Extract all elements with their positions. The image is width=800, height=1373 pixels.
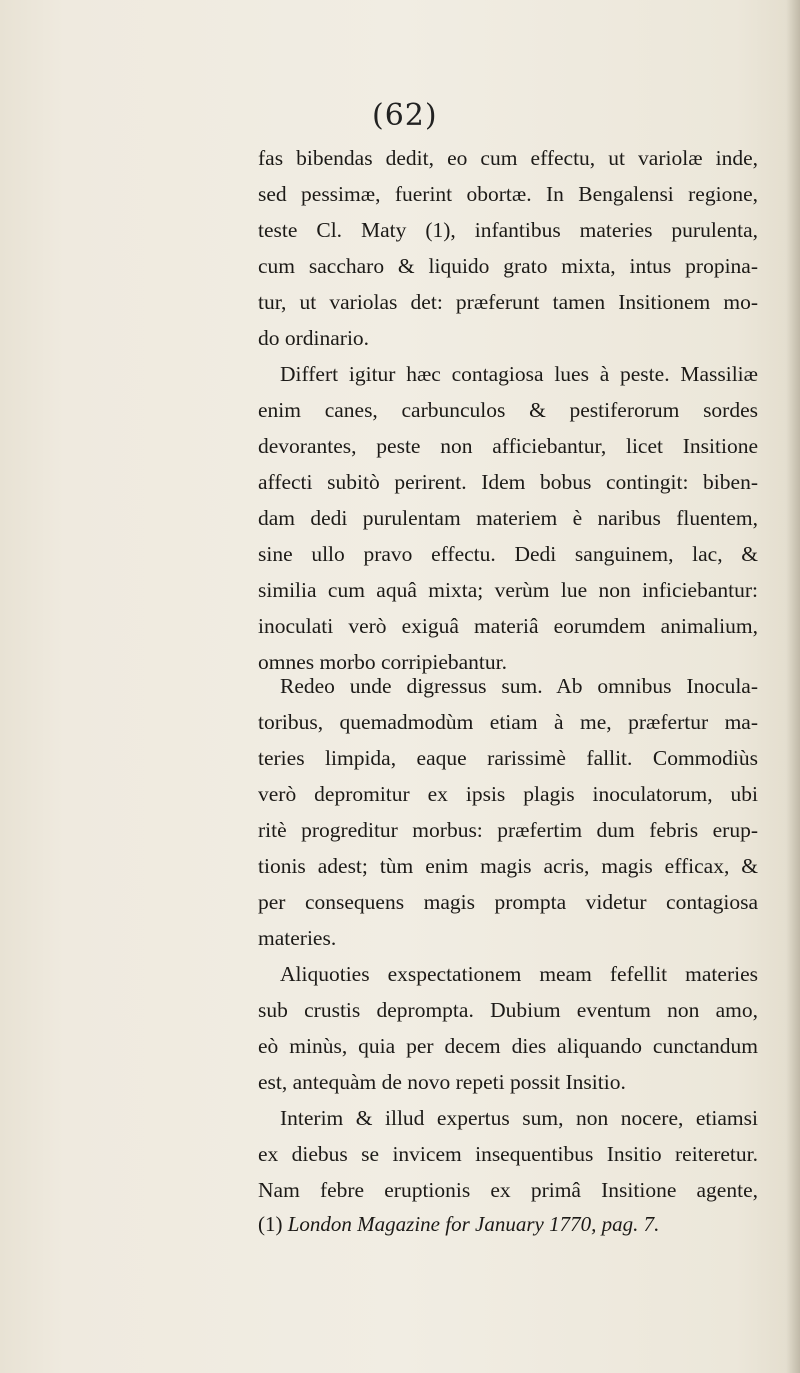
footnote-year: 1770 bbox=[549, 1212, 592, 1236]
text-line: eò minùs, quia per decem dies aliquando cunctandum bbox=[258, 1034, 758, 1058]
text-line: fas bibendas dedit, eo cum effectu, ut variolæ inde, bbox=[258, 146, 758, 170]
text-line: tur, ut variolas det: præferunt tamen Insitionem mo- bbox=[258, 290, 758, 314]
text-line: ritè progreditur morbus: præfertim dum febris erup- bbox=[258, 818, 758, 842]
footnote-marker: (1) bbox=[258, 1212, 283, 1236]
paragraph-4 bbox=[258, 956, 758, 1100]
footnote-source: London Magazine for January bbox=[287, 1212, 544, 1236]
text-line: toribus, quemadmodùm etiam à me, præfertur ma- bbox=[258, 710, 758, 734]
page-edge-shadow bbox=[786, 0, 800, 1373]
text-line: est, antequàm de novo repeti possit Insitio. bbox=[258, 1070, 626, 1094]
text-line: do ordinario. bbox=[258, 326, 370, 350]
paragraph-1 bbox=[258, 140, 758, 356]
text-line: Aliquoties exspectationem meam fefellit materies bbox=[280, 962, 758, 986]
text-line: teste Cl. Maty (1), infantibus materies purulenta, bbox=[258, 218, 758, 242]
text-line: tionis adest; tùm enim magis acris, magis efficax, & bbox=[258, 854, 758, 878]
text-line: Nam febre eruptionis ex primâ Insitione agente, bbox=[258, 1178, 758, 1202]
text-line: ex diebus se invicem insequentibus Insitio reiteretur. bbox=[258, 1142, 758, 1166]
text-line: inoculati verò exiguâ materiâ eorumdem animalium, bbox=[258, 614, 758, 638]
text-line: per consequens magis prompta videtur contagiosa bbox=[258, 890, 758, 914]
footnote bbox=[258, 1212, 758, 1237]
text-line: verò depromitur ex ipsis plagis inoculatorum, ubi bbox=[258, 782, 758, 806]
paragraph-5 bbox=[258, 1100, 758, 1208]
text-line: materies. bbox=[258, 926, 337, 950]
text-line: affecti subitò perirent. Idem bobus contingit: biben- bbox=[258, 470, 758, 494]
paragraph-2 bbox=[258, 356, 758, 680]
text-line: sed pessimæ, fuerint obortæ. In Bengalensi regione, bbox=[258, 182, 758, 206]
text-line: devorantes, peste non afficiebantur, licet Insitione bbox=[258, 434, 758, 458]
text-line: dam dedi purulentam materiem è naribus fluentem, bbox=[258, 506, 758, 530]
text-line: sub crustis deprompta. Dubium eventum non amo, bbox=[258, 998, 758, 1022]
text-line: sine ullo pravo effectu. Dedi sanguinem, lac, & bbox=[258, 542, 758, 566]
text-line: Differt igitur hæc contagiosa lues à peste. Massiliæ bbox=[280, 362, 758, 386]
text-line: enim canes, carbunculos & pestiferorum sordes bbox=[258, 398, 758, 422]
text-line: Interim & illud expertus sum, non nocere, etiamsi bbox=[280, 1106, 758, 1130]
text-line: similia cum aquâ mixta; verùm lue non inficiebantur: bbox=[258, 578, 758, 602]
paragraph-3 bbox=[258, 668, 758, 956]
text-line: cum saccharo & liquido grato mixta, intus propina- bbox=[258, 254, 758, 278]
page-number: (62) bbox=[372, 98, 438, 133]
text-line: teries limpida, eaque rarissimè fallit. Commodiùs bbox=[258, 746, 758, 770]
text-line: omnes morbo corripiebantur. bbox=[258, 650, 507, 674]
footnote-page-ref: , pag. 7. bbox=[591, 1212, 660, 1236]
text-line: Redeo unde digressus sum. Ab omnibus Inocula- bbox=[280, 674, 758, 698]
